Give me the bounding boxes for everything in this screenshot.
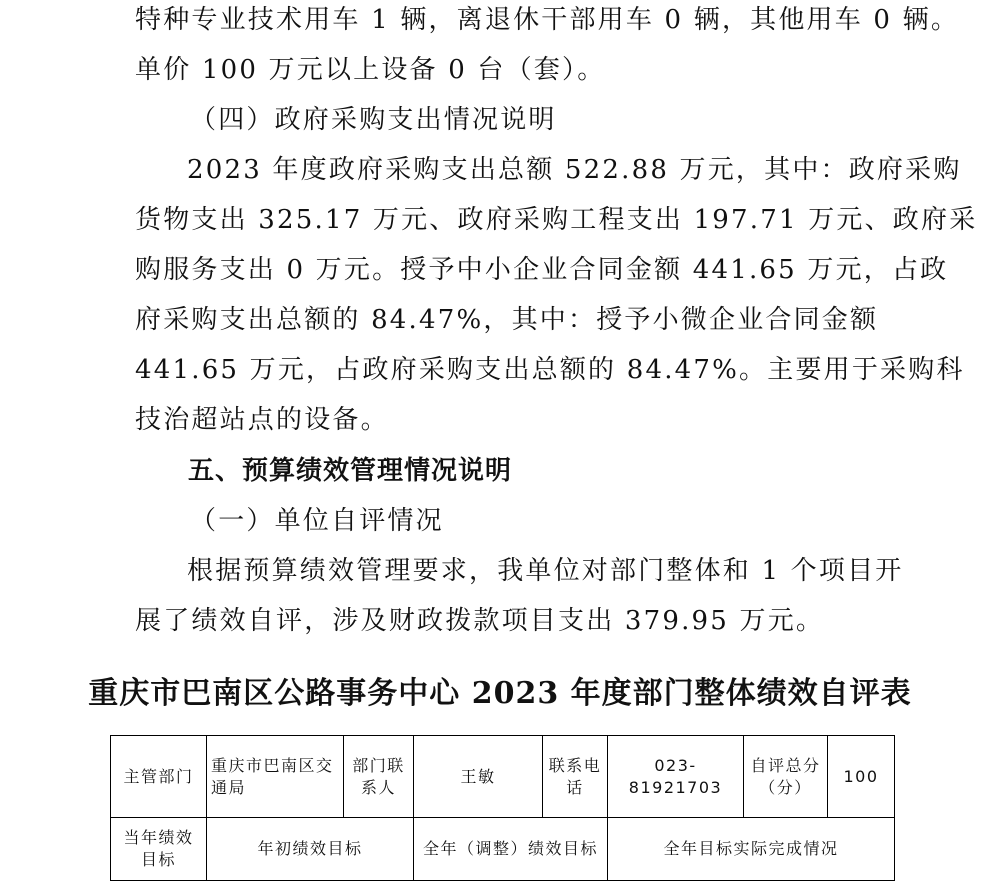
paragraph-procurement-line-1: 2023 年度政府采购支出总额 522.88 万元，其中：政府采购	[187, 155, 962, 185]
adjusted-goal-header-cell: 全年（调整）绩效目标	[414, 818, 608, 881]
table-row	[111, 736, 895, 818]
dept-value-cell: 重庆市巴南区交通局	[207, 736, 344, 818]
paragraph-procurement-line-5: 441.65 万元，占政府采购支出总额的 84.47%。主要用于采购科	[135, 355, 965, 385]
paragraph-procurement-line-4: 府采购支出总额的 84.47%，其中：授予小微企业合同金额	[135, 305, 879, 335]
initial-goal-header-cell: 年初绩效目标	[207, 818, 414, 881]
paragraph-procurement-line-2: 货物支出 325.17 万元、政府采购工程支出 197.71 万元、政府采	[135, 205, 978, 235]
performance-evaluation-table	[110, 735, 895, 881]
section-heading-procurement: （四）政府采购支出情况说明	[190, 105, 557, 135]
contact-value-cell: 王敏	[414, 736, 543, 818]
paragraph-evaluation-line-2: 展了绩效自评，涉及财政拨款项目支出 379.95 万元。	[135, 606, 825, 636]
paragraph-evaluation-line-1: 根据预算绩效管理要求，我单位对部门整体和 1 个项目开	[187, 556, 904, 586]
score-value-cell: 100	[828, 736, 895, 818]
contact-label-cell: 部门联系人	[344, 736, 414, 818]
subsection-heading-self-evaluation: （一）单位自评情况	[190, 506, 444, 536]
body-line-1: 特种专业技术用车 1 辆，离退休干部用车 0 辆，其他用车 0 辆。	[135, 5, 960, 35]
section-heading-performance: 五、预算绩效管理情况说明	[188, 456, 513, 486]
table-row	[111, 818, 895, 881]
paragraph-procurement-line-3: 购服务支出 0 万元。授予中小企业合同金额 441.65 万元，占政	[135, 255, 949, 285]
actual-completion-header-cell: 全年目标实际完成情况	[608, 818, 895, 881]
annual-goal-label-cell: 当年绩效目标	[111, 818, 207, 881]
phone-label-cell: 联系电话	[543, 736, 608, 818]
phone-value-cell: 023-81921703	[608, 736, 744, 818]
body-line-2: 单价 100 万元以上设备 0 台（套）。	[135, 55, 606, 85]
table-title: 重庆市巴南区公路事务中心 2023 年度部门整体绩效自评表	[88, 676, 912, 711]
dept-label-cell: 主管部门	[111, 736, 207, 818]
paragraph-procurement-line-6: 技治超站点的设备。	[135, 405, 389, 435]
score-label-cell: 自评总分（分）	[744, 736, 828, 818]
